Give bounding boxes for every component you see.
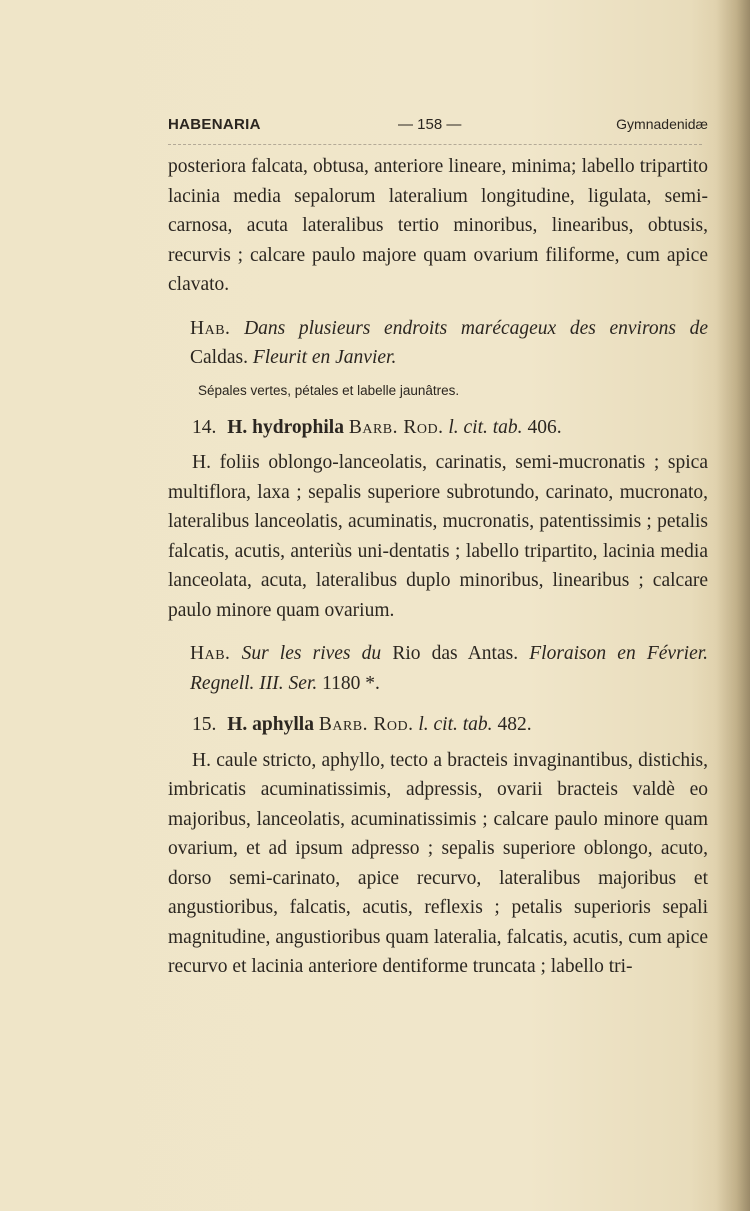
habitat-14	[168, 639, 708, 698]
page-body	[168, 152, 708, 982]
header-rule	[168, 138, 702, 145]
habitat-place: Rio das Antas.	[392, 643, 519, 664]
plate-number: 406.	[527, 416, 562, 438]
specimen-number: 1180 *.	[322, 672, 380, 694]
reference: l. cit. tab.	[418, 714, 493, 735]
gutter-shadow	[716, 0, 750, 1211]
reference: l. cit. tab.	[448, 416, 523, 438]
author: Barb. Rod.	[348, 416, 444, 438]
section-title: Gymnadenidæ	[616, 116, 708, 132]
running-title: HABENARIA	[168, 116, 261, 133]
habitat-13	[168, 314, 708, 373]
genus-abbrev: H.	[227, 714, 248, 735]
paragraph-description-13: posteriora falcata, obtusa, anteriore lineare, minima; labello tripartito lacinia media sepalorum lateralium longitudine, ligulata, semi-carnosa, acuta lateralibus tertio minoribus, linearibus, obtusis, recurvis ; calcare paulo majore quam ovarium filiforme, cum apice clavato.	[168, 156, 708, 295]
species-name: aphylla	[252, 714, 314, 735]
habitat-text: Dans plusieurs endroits marécageux des environs de	[244, 317, 708, 339]
habitat-text: Sur les rives du	[241, 643, 382, 664]
paragraph-description-15: H. caule stricto, aphyllo, tecto a bracteis invaginantibus, distichis, imbricatis acuminatissimis, adpressis, ovarii bracteis valdè eo majoribus, lanceolatis, acuminatissimis ; calcare paulo minore quam ovarium, et ad ipsum adpresso ; sepalis superiore oblongo, acuto, dorso semi-carinato, apice recurvo, lateralibus majoribus et angustioribus, falcatis, acutis, reflexis ; petalis superioris sepali magnitudine, angustioribus quam lateralia, falcatis, acutis, cum apice recurvo et lacinia anteriore dentiforme truncata ; labello tri-	[168, 749, 708, 977]
habitat-place: Caldas.	[190, 347, 248, 368]
genus-abbrev: H.	[227, 416, 248, 438]
author: Barb. Rod.	[318, 714, 414, 735]
page-header	[168, 116, 708, 140]
species-entry-15	[168, 710, 708, 740]
species-name: hydrophila	[252, 416, 344, 438]
page-number: — 158 —	[398, 116, 462, 133]
paragraph-description-14: H. foliis oblongo-lanceolatis, carinatis, semi-mucronatis ; spica multiflora, laxa ; sepalis superiore subrotundo, carinato, mucronato, lateralibus lanceolatis, acuminatis, mucronatis, patentissimis ; petalis falcatis, acutis, anteriùs uni-dentatis ; labello tripartito, lacinia media lanceolata, acuta, lateralibus duplo minoribus, linearibus ; calcare paulo minore quam ovarium.	[168, 452, 708, 621]
entry-number: 15.	[192, 714, 217, 735]
entry-number: 14.	[192, 416, 217, 438]
color-note: Sépales vertes, pétales et labelle jaunâtres.	[198, 382, 460, 398]
habitat-label: Hab.	[190, 643, 231, 664]
flowering-text: Fleurit en Janvier.	[252, 347, 397, 368]
plate-number: 482.	[497, 714, 532, 735]
habitat-label: Hab.	[190, 317, 231, 339]
flowering-text: Floraison en Février. Regnell. III. Ser.	[190, 643, 709, 694]
species-entry-14	[168, 413, 708, 443]
